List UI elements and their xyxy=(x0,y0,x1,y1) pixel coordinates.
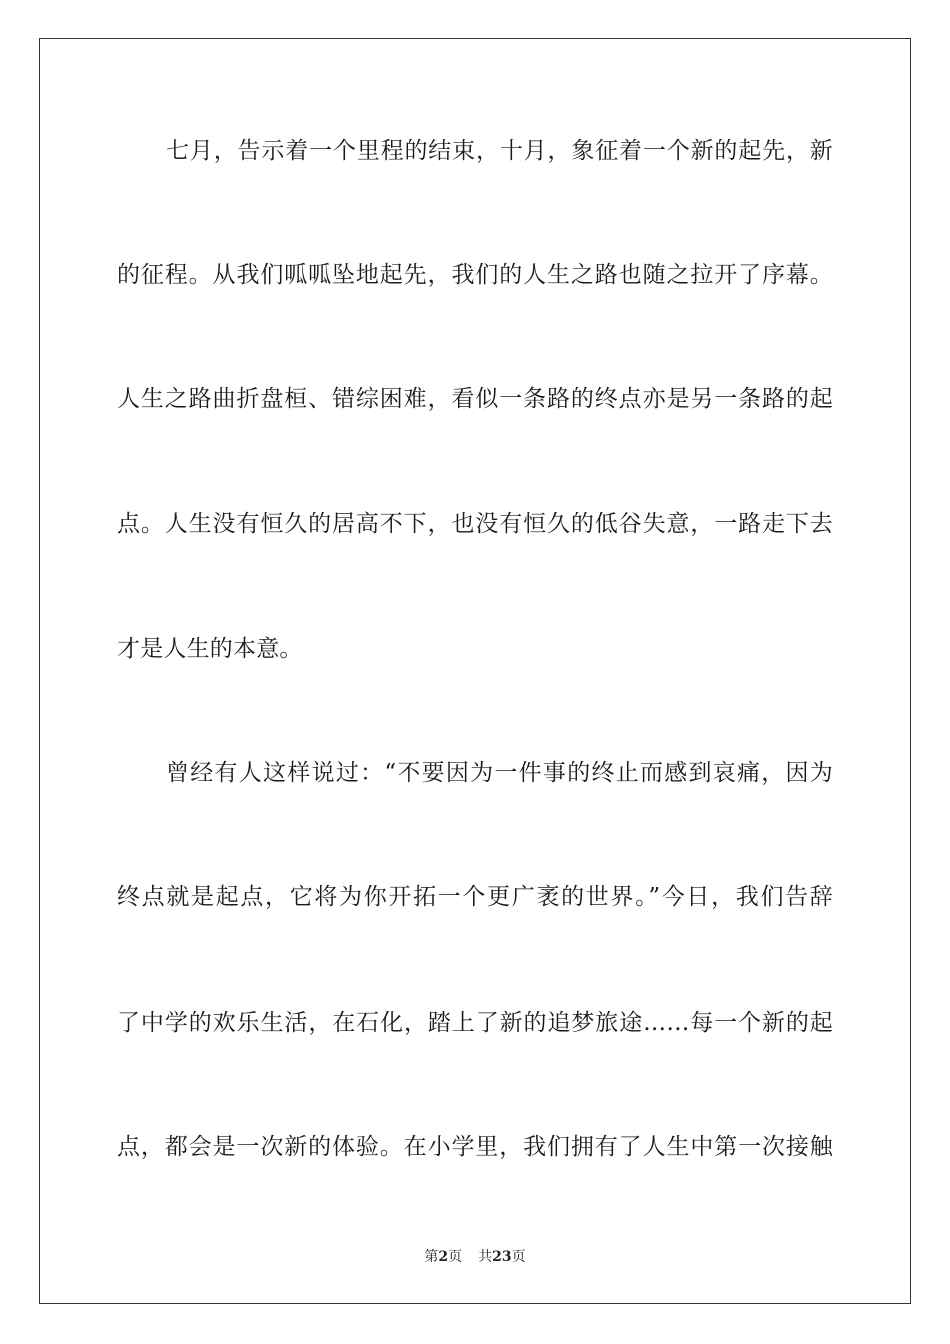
paragraph-1-line-5: 才是人生的本意。 xyxy=(117,636,303,662)
paragraph-1-line-4: 点。人生没有恒久的居高不下，也没有恒久的低谷失意，一路走下去 xyxy=(117,511,833,537)
paragraph-1-line-3: 人生之路曲折盘桓、错综困难，看似一条路的终点亦是另一条路的起 xyxy=(117,386,833,412)
page-number: 2 xyxy=(438,1249,449,1265)
page-border xyxy=(39,38,911,1304)
paragraph-2-line-1: 曾经有人这样说过：“不要因为一件事的终止而感到哀痛，因为 xyxy=(166,760,833,786)
paragraph-1-line-1: 七月，告示着一个里程的结束，十月，象征着一个新的起先，新 xyxy=(166,138,833,164)
total-label-prefix: 共 xyxy=(478,1249,493,1265)
paragraph-2-line-3: 了中学的欢乐生活，在石化，踏上了新的追梦旅途……每一个新的起 xyxy=(117,1010,833,1036)
page-footer xyxy=(0,1248,950,1266)
paragraph-1-line-2: 的征程。从我们呱呱坠地起先，我们的人生之路也随之拉开了序幕。 xyxy=(117,262,833,288)
paragraph-2-line-2: 终点就是起点，它将为你开拓一个更广袤的世界。”今日，我们告辞 xyxy=(117,884,833,910)
page-label-suffix: 页 xyxy=(448,1249,463,1265)
total-label-suffix: 页 xyxy=(511,1249,526,1265)
paragraph-2-line-4: 点，都会是一次新的体验。在小学里，我们拥有了人生中第一次接触 xyxy=(117,1134,833,1160)
total-pages: 23 xyxy=(492,1249,512,1265)
page-label-prefix: 第 xyxy=(424,1249,439,1265)
